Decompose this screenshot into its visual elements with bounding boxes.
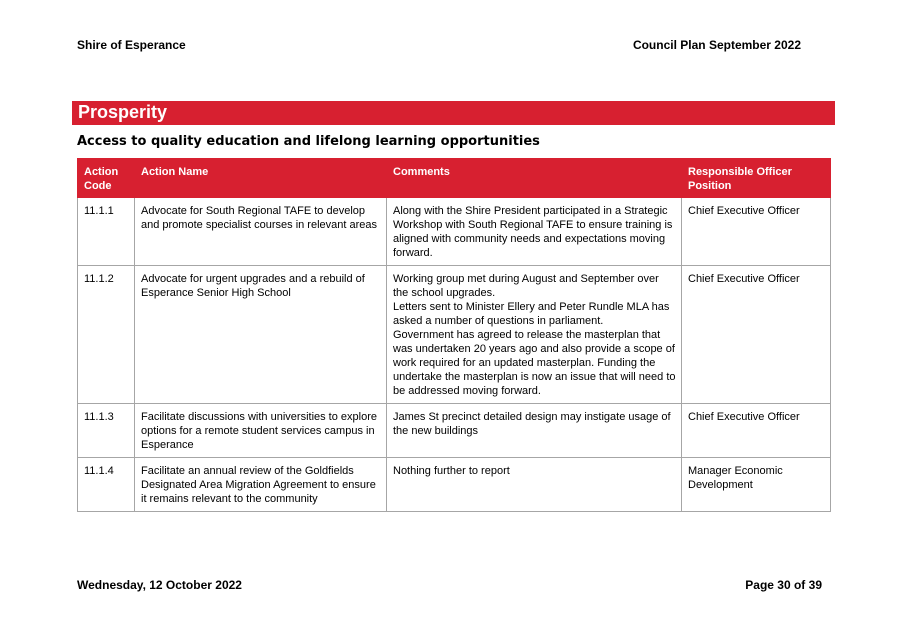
action-code-cell: 11.1.1 [78, 198, 135, 266]
comment-line: Along with the Shire President participated in a Strategic Workshop with South Regional TAFE to ensure training is aligned with community needs and expectations moving forward. [393, 205, 673, 259]
column-header-comments: Comments [387, 159, 682, 198]
organisation-name: Shire of Esperance [77, 38, 186, 52]
comments-cell [387, 458, 682, 512]
footer-date: Wednesday, 12 October 2022 [77, 578, 242, 592]
comments-cell [387, 198, 682, 266]
responsible-officer-cell: Chief Executive Officer [682, 198, 831, 266]
action-code-cell: 11.1.2 [78, 266, 135, 404]
action-table [77, 158, 831, 512]
section-subheading: Access to quality education and lifelong learning opportunities [77, 134, 540, 149]
comment-line: Letters sent to Minister Ellery and Peter Rundle MLA has asked a number of questions in parliament. [393, 301, 670, 327]
table-row [78, 404, 831, 458]
column-header-action-name: Action Name [135, 159, 387, 198]
responsible-officer-cell: Chief Executive Officer [682, 404, 831, 458]
section-banner [72, 101, 835, 125]
table-row [78, 458, 831, 512]
action-code-cell: 11.1.3 [78, 404, 135, 458]
action-name-cell: Facilitate an annual review of the Goldfields Designated Area Migration Agreement to ensure it remains relevant to the community [135, 458, 387, 512]
column-header-responsible-officer: Responsible Officer Position [682, 159, 831, 198]
table-header-row [78, 159, 831, 198]
table-row [78, 198, 831, 266]
table-row [78, 266, 831, 404]
responsible-officer-cell: Manager Economic Development [682, 458, 831, 512]
page-number: Page 30 of 39 [745, 578, 822, 592]
document-title: Council Plan September 2022 [632, 38, 801, 52]
action-name-cell: Advocate for South Regional TAFE to develop and promote specialist courses in relevant areas [135, 198, 387, 266]
comments-cell [387, 266, 682, 404]
comment-line: James St precinct detailed design may instigate usage of the new buildings [393, 411, 671, 437]
action-code-cell: 11.1.4 [78, 458, 135, 512]
comment-line: Government has agreed to release the masterplan that was undertaken 20 years ago and also provide a scope of work required for an updated masterplan. Funding the undertake the masterplan is now an issue that will need to be addressed moving forward. [393, 329, 676, 397]
section-title: Prosperity [78, 102, 168, 122]
comments-cell [387, 404, 682, 458]
column-header-action-code: Action Code [78, 159, 135, 198]
comment-line: Working group met during August and September over the school upgrades. [393, 273, 659, 299]
action-name-cell: Advocate for urgent upgrades and a rebuild of Esperance Senior High School [135, 266, 387, 404]
responsible-officer-cell: Chief Executive Officer [682, 266, 831, 404]
comment-line: Nothing further to report [393, 465, 510, 477]
action-name-cell: Facilitate discussions with universities to explore options for a remote student services campus in Esperance [135, 404, 387, 458]
